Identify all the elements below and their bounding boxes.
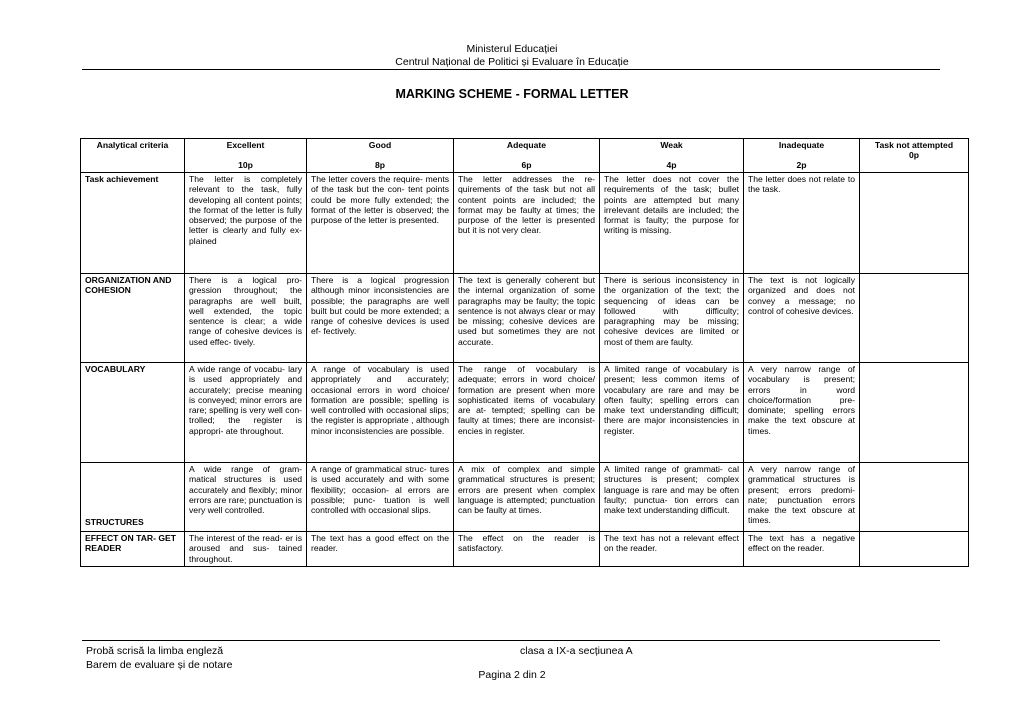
descriptor-cell: A very narrow range of vocabulary is present; errors in word choice/formation pre- dominate; spelling errors make the text obscure at times. [744,363,860,463]
descriptor-cell: The letter covers the require- ments of the task but the con- tent points could be more fully extended; the format of the letter is observed; the purpose of the letter is presented. [307,173,454,274]
column-header [860,139,969,173]
descriptor-cell: The interest of the read- er is aroused and sus- tained throughout. [185,532,307,567]
column-header-label: Good [368,140,392,150]
column-header-label: Analytical criteria [96,140,169,150]
descriptor-cell: There is serious inconsistency in the organization of the text; the sequencing of ideas can be followed with difficulty; paragraphing may be missing; cohesive devices are limited or most of them are faulty. [600,274,744,363]
footer-divider [82,640,940,641]
table-row [81,463,969,532]
column-points: 2p [796,160,807,171]
descriptor-cell: The text is not logically organized and does not convey a message; no control of cohesive devices. [744,274,860,363]
column-header-label: Weak [660,140,683,150]
descriptor-cell: A limited range of grammati- cal structures is present; complex language is rare and may be often faulty; punctua- tion errors can make text understanding difficult. [600,463,744,532]
footer-left [86,645,233,672]
column-header [744,139,860,173]
column-header [600,139,744,173]
criterion-cell: STRUCTURES [81,463,185,532]
descriptor-cell: There is a logical pro- gression throughout; the paragraphs are well built, well extended, the topic sentence is clear; a wide range of cohesive devices is used effec- tively. [185,274,307,363]
descriptor-cell: A wide range of vocabu- lary is used appropriately and accurately; precise meaning is conveyed; minor errors are rare; spelling is very well con- trolled; the register is appropri- ate throughout. [185,363,307,463]
criterion-cell: EFFECT ON TAR- GET READER [81,532,185,567]
descriptor-cell: The text is generally coherent but the internal organization of some paragraphs may be faulty; the topic sentence is not always clear or may be missing; cohesive devices are used but sometimes they are not accurate. [454,274,600,363]
column-points: 4p [666,160,677,171]
descriptor-cell: A wide range of gram- matical structures is used accurately and flexibly; minor errors are rare; punctuation is very well controlled. [185,463,307,532]
descriptor-cell [860,463,969,532]
descriptor-cell [860,363,969,463]
descriptor-cell: The letter is completely relevant to the task, fully developing all content points; the format of the letter is fully observed; the purpose of the letter is clearly and fully ex- plained [185,173,307,274]
table-row [81,173,969,274]
column-header [185,139,307,173]
descriptor-cell: There is a logical progression although minor inconsistencies are possible; the paragraphs are well built but could be more extended; a range of cohesive devices is used ef- fectively. [307,274,454,363]
column-header-label: Inadequate [778,140,825,150]
column-points: 10p [238,160,253,171]
descriptor-cell: The range of vocabulary is adequate; errors in word choice/ formation are present when more sophisticated items of vocabulary are at- tempted; spelling can be faulty at times; there are inconsist- encies in register. [454,363,600,463]
descriptor-cell: The letter addresses the re- quirements of the task but not all content points are included; the format may be faulty at times; the purpose of the letter is presented but it is not very clear. [454,173,600,274]
criterion-cell: ORGANIZATION AND COHESION [81,274,185,363]
marking-scheme-table [80,138,969,567]
descriptor-cell: The effect on the reader is satisfactory. [454,532,600,567]
table-row [81,532,969,567]
center-name: Centrul Național de Politici și Evaluare în Educație [395,56,629,68]
table-header-row [81,139,969,173]
descriptor-cell: The text has a good effect on the reader. [307,532,454,567]
descriptor-cell: The letter does not relate to the task. [744,173,860,274]
criterion-cell: Task achievement [81,173,185,274]
table-row [81,274,969,363]
descriptor-cell: A range of vocabulary is used appropriately and accurately; occasional errors in word choice/ formation are possible; spelling is well controlled with occasional slips; the register is appropriate , although minor inconsistencies are possible. [307,363,454,463]
page-title: MARKING SCHEME - FORMAL LETTER [395,87,629,101]
descriptor-cell [860,173,969,274]
scheme-name: Barem de evaluare și de notare [86,658,233,671]
header-divider [82,69,940,70]
column-header [81,139,185,173]
column-header-label: Adequate [506,140,547,150]
column-header-label: Task not attempted [874,140,954,150]
descriptor-cell: The text has a negative effect on the reader. [744,532,860,567]
column-header [454,139,600,173]
descriptor-cell: A limited range of vocabulary is present; less common items of vocabulary are rare and may be often faulty; spelling errors can make text understanding difficult; there are major inconsistencies in register. [600,363,744,463]
class-section: clasa a IX-a secțiunea A [520,645,633,657]
descriptor-cell [860,274,969,363]
descriptor-cell: A range of grammatical struc- tures is used accurately and with some flexibility; occasion- al errors are possible; punc- tuation is well controlled with occasional slips. [307,463,454,532]
column-header-label: Excellent [226,140,265,150]
exam-name: Probă scrisă la limba engleză [86,645,224,657]
column-header [307,139,454,173]
document-header [0,43,1024,69]
table-row [81,363,969,463]
descriptor-cell [860,532,969,567]
descriptor-cell: The text has not a relevant effect on the reader. [600,532,744,567]
descriptor-cell: A very narrow range of grammatical structures is present; errors predomi- nate; punctuation errors make the text obscure at times. [744,463,860,532]
criterion-cell: VOCABULARY [81,363,185,463]
column-points: 8p [374,160,386,171]
page-number: Pagina 2 din 2 [478,669,546,681]
column-points: 0p [908,150,920,161]
ministry-name: Ministerul Educației [466,43,558,55]
descriptor-cell: The letter does not cover the requirements of the task; bullet points are attempted but many irrelevant details are included; the format is faulty; the purpose for writing is missing. [600,173,744,274]
descriptor-cell: A mix of complex and simple grammatical structures is present; errors are present when complex language is attempted; punctuation can be faulty at times. [454,463,600,532]
column-points: 6p [521,160,532,171]
